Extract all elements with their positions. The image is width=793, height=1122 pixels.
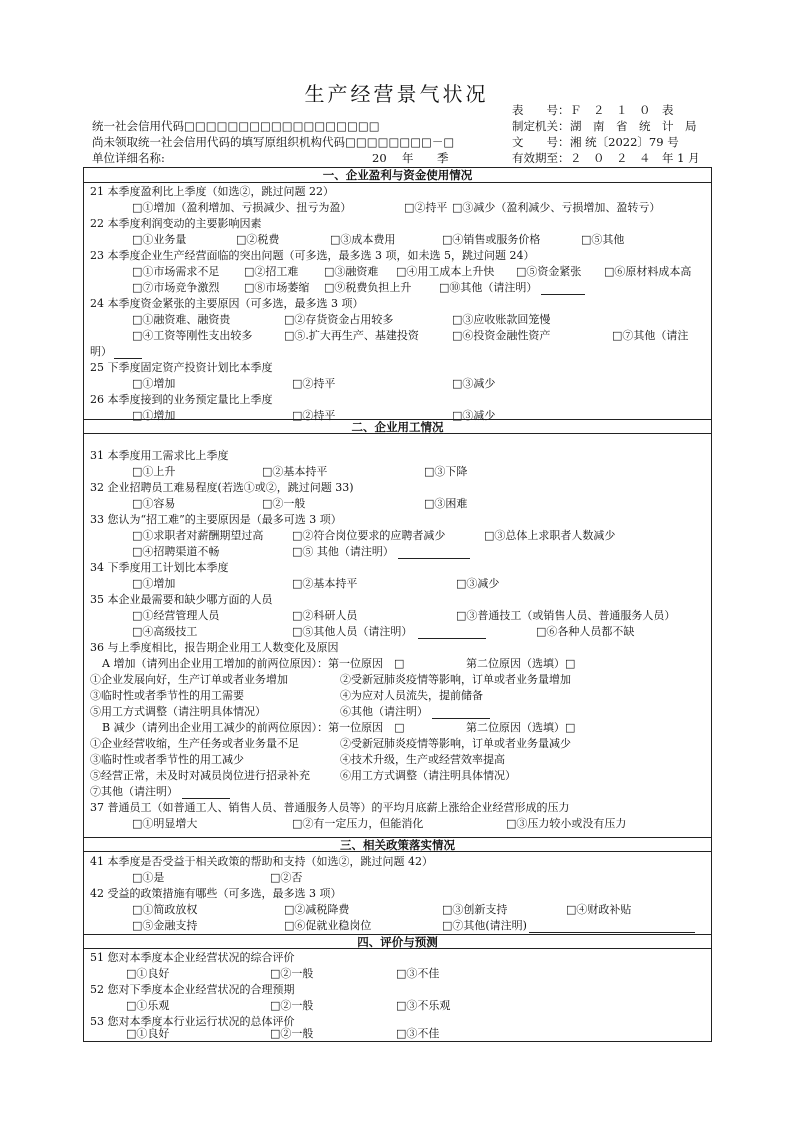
q42-option-7-label: □⑦其他(请注明) (442, 919, 527, 932)
q36-a-reason-2: ②受新冠肺炎疫情等影响，订单或者业务量增加 (340, 673, 571, 686)
q23-option-10-label: □⑩其他（请注明） (439, 281, 538, 294)
q21-text: 21 本季度盈利比上季度（如选②，跳过问题 22） (90, 185, 334, 198)
q23-option-8[interactable]: □⑧市场萎缩 (244, 281, 310, 294)
authority-label: 制定机关： (512, 119, 570, 133)
q35-option-3[interactable]: □③普通技工（或销售人员、普通服务人员） (456, 609, 676, 622)
q24-text: 24 本季度资金紧张的主要原因（可多选，最多选 3 项） (90, 297, 364, 310)
q36-a-first-reason[interactable]: A 增加（请列出企业用工增加的前两位原因）：第一位原因 □ (102, 657, 405, 670)
q34-option-1[interactable]: □①增加 (132, 577, 176, 590)
q25-option-3[interactable]: □③减少 (452, 377, 496, 390)
q41-text: 41 本季度是否受益于相关政策的帮助和支持（如选②，跳过问题 42） (90, 855, 433, 868)
q24-option-1[interactable]: □①融资难、融资贵 (132, 313, 231, 326)
section-2-header: 二、企业用工情况 (84, 419, 711, 434)
q42-option-1[interactable]: □①简政放权 (132, 903, 198, 916)
q35-option-6[interactable]: □⑥各种人员都不缺 (536, 625, 635, 638)
form-title: 生产经营景气状况 (304, 82, 489, 106)
q25-option-1[interactable]: □①增加 (132, 377, 176, 390)
q35-option-2[interactable]: □②科研人员 (292, 609, 358, 622)
q41-option-1[interactable]: □①是 (132, 871, 165, 884)
q33-other-input[interactable] (398, 547, 470, 559)
section-1-header: 一、企业盈利与资金使用情况 (84, 168, 711, 183)
q36-b-reason-7-label: ⑦其他（请注明） (90, 785, 178, 798)
valid-until-value: ２ ０ ２ ４ 年 1 月 (570, 151, 700, 165)
q41-option-2[interactable]: □②否 (270, 871, 303, 884)
q36-b-reason-7 (90, 784, 230, 799)
q35-other-input[interactable] (418, 627, 486, 639)
q23-option-4[interactable]: □④用工成本上升快 (396, 265, 495, 278)
q36-b-reason-3: ③临时性或者季节性的用工减少 (90, 753, 244, 766)
q33-text: 33 您认为“招工难”的主要原因是（最多可选 3 项） (90, 513, 342, 526)
unit-name-label: 单位详细名称: (92, 151, 165, 165)
q51-option-3[interactable]: □③不佳 (396, 967, 440, 980)
doc-no-label: 文 号： (512, 135, 570, 149)
q33-option-1[interactable]: □①求职者对薪酬期望过高 (132, 529, 264, 542)
q36-b-other-input[interactable] (182, 787, 230, 799)
q31-option-2[interactable]: □②基本持平 (262, 465, 328, 478)
q36-a-reason-5: ⑤用工方式调整（请注明具体情况） (90, 705, 266, 718)
credit-code-line: 统一社会信用代码□□□□□□□□□□□□□□□□□□ (92, 119, 380, 133)
q23-option-7[interactable]: □⑦市场竞争激烈 (132, 281, 220, 294)
q37-option-2[interactable]: □②有一定压力，但能消化 (292, 817, 424, 830)
authority-value: 湖 南 省 统 计 局 (570, 119, 697, 133)
q24-option-6[interactable]: □⑥投资金融性资产 (452, 329, 551, 342)
q36-a-reason-6 (340, 704, 490, 719)
q42-option-4[interactable]: □④财政补贴 (566, 903, 632, 916)
q53-option-2[interactable]: □②一般 (270, 1027, 314, 1040)
q36-a-reason-6-label: ⑥其他（请注明） (340, 705, 428, 718)
q36-b-reason-6: ⑥用工方式调整（请注明具体情况） (340, 769, 516, 782)
q37-text: 37 普通员工（如普通工人、销售人员、普通服务人员等）的平均月底薪上涨给企业经营形成的压力 (90, 801, 570, 814)
section-3-header: 三、相关政策落实情况 (84, 837, 711, 852)
q36-b-reason-4: ④技术升级，生产或经营效率提高 (340, 753, 505, 766)
q42-other-input[interactable] (529, 921, 695, 933)
q36-b-reason-5: ⑤经营正常，未及时对减员岗位进行招录补充 (90, 769, 310, 782)
period-quarter-label: 季 (437, 151, 449, 165)
q53-option-3[interactable]: □③不佳 (396, 1027, 440, 1040)
q51-option-1[interactable]: □①良好 (126, 967, 170, 980)
period-year-prefix: 20 (372, 151, 387, 165)
q33-option-5[interactable] (292, 544, 470, 559)
q34-option-3[interactable]: □③减少 (456, 577, 500, 590)
q51-text: 51 您对本季度本企业经营状况的综合评价 (90, 951, 295, 964)
q24-option-3[interactable]: □③应收账款回笼慢 (452, 313, 551, 326)
q42-option-3[interactable]: □③创新支持 (442, 903, 508, 916)
q42-text: 42 受益的政策措施有哪些（可多选，最多选 3 项） (90, 887, 342, 900)
q26-option-2[interactable]: □②持平 (292, 409, 336, 422)
q22-text: 22 本季度利润变动的主要影响因素 (90, 217, 262, 230)
q22-option-3[interactable]: □③成本费用 (330, 233, 396, 246)
q31-option-1[interactable]: □①上升 (132, 465, 176, 478)
q33-option-3[interactable]: □③总体上求职者人数减少 (484, 529, 616, 542)
q26-option-1[interactable]: □①增加 (132, 409, 176, 422)
q23-option-9[interactable]: □⑨税费负担上升 (324, 281, 412, 294)
q23-option-6[interactable]: □⑥原材料成本高 (604, 265, 692, 278)
survey-form (83, 167, 712, 1042)
q36-text: 36 与上季度相比，报告期企业用工人数变化及原因 (90, 641, 339, 654)
doc-no-value: 湘 统〔2022〕79 号 (570, 135, 679, 149)
q36-a-reason-1: ①企业发展向好，生产订单或者业务增加 (90, 673, 288, 686)
org-code-line: 尚未领取统一社会信用代码的填写原组织机构代码□□□□□□□□－□ (92, 135, 455, 149)
q36-b-reason-1: ①企业经营收缩，生产任务或者业务量不足 (90, 737, 299, 750)
q52-option-3[interactable]: □③不乐观 (396, 999, 451, 1012)
q22-option-1[interactable]: □①业务量 (132, 233, 187, 246)
q24-option-7[interactable]: □⑦其他（请注 (612, 329, 689, 342)
q24-option-4[interactable]: □④工资等刚性支出较多 (132, 329, 253, 342)
q42-option-7[interactable] (442, 918, 695, 933)
q36-a-second-reason[interactable]: 第二位原因（选填）□ (466, 657, 576, 670)
q42-option-5[interactable]: □⑤金融支持 (132, 919, 198, 932)
q25-text: 25 下季度固定资产投资计划比本季度 (90, 361, 273, 374)
q31-text: 31 本季度用工需求比上季度 (90, 449, 229, 462)
q32-option-3[interactable]: □③困难 (424, 497, 468, 510)
q24-option-2[interactable]: □②存货资金占用较多 (284, 313, 394, 326)
q35-option-1[interactable]: □①经营管理人员 (132, 609, 220, 622)
q35-option-5[interactable] (292, 624, 486, 639)
q23-option-5[interactable]: □⑤资金紧张 (516, 265, 582, 278)
table-no-label: 表 号： (512, 103, 570, 117)
q36-a-reason-4: ④为应对人员流失，提前储备 (340, 689, 483, 702)
q24-option-7-cont-label: 明） (90, 345, 112, 358)
q33-option-5-label: □⑤ 其他（请注明） (292, 545, 394, 558)
q34-text: 34 下季度用工计划比本季度 (90, 561, 229, 574)
q23-option-1[interactable]: □①市场需求不足 (132, 265, 220, 278)
q22-option-4[interactable]: □④销售或服务价格 (442, 233, 541, 246)
q42-option-2[interactable]: □②减税降费 (284, 903, 350, 916)
period-year-label: 年 (402, 151, 414, 165)
q21-option-increase[interactable]: □①增加（盈利增加、亏损减少、扭亏为盈） (132, 201, 352, 214)
q36-b-reason-2: ②受新冠肺炎疫情等影响，订单或者业务量减少 (340, 737, 571, 750)
q36-a-reason-3: ③临时性或者季节性的用工需要 (90, 689, 244, 702)
q34-option-2[interactable]: □②基本持平 (292, 577, 358, 590)
q37-option-1[interactable]: □①明显增大 (132, 817, 198, 830)
q26-option-3[interactable]: □③减少 (452, 409, 496, 422)
valid-until-label: 有效期至： (512, 151, 570, 165)
q36-b-second-reason[interactable]: 第二位原因（选填）□ (466, 721, 576, 734)
q26-text: 26 本季度接到的业务预定量比上季度 (90, 393, 273, 406)
q22-option-2[interactable]: □②税费 (236, 233, 280, 246)
q23-option-3[interactable]: □③融资难 (324, 265, 379, 278)
q24-option-5[interactable]: □⑤.扩大再生产、基建投资 (284, 329, 419, 342)
section-4-header: 四、评价与预测 (84, 934, 711, 949)
q23-text: 23 本季度企业生产经营面临的突出问题（可多选，最多选 3 项，如未选 5，跳过问题 24） (90, 249, 535, 262)
q35-text: 35 本企业最需要和缺少哪方面的人员 (90, 593, 273, 606)
q23-option-10[interactable] (439, 280, 585, 295)
q36-a-other-input[interactable] (432, 707, 490, 719)
q24-option-7-cont (90, 344, 142, 359)
q32-text: 32 企业招聘员工难易程度(若选①或②，跳过问题 33) (90, 481, 354, 494)
q51-option-2[interactable]: □②一般 (270, 967, 314, 980)
q22-option-5[interactable]: □⑤其他 (581, 233, 625, 246)
q23-other-input[interactable] (541, 283, 585, 295)
q25-option-2[interactable]: □②持平 (292, 377, 336, 390)
q53-option-1[interactable]: □①良好 (126, 1027, 170, 1040)
q52-option-1[interactable]: □①乐观 (126, 999, 170, 1012)
q33-option-4[interactable]: □④招聘渠道不畅 (132, 545, 220, 558)
q32-option-2[interactable]: □②一般 (262, 497, 306, 510)
q52-option-2[interactable]: □②一般 (270, 999, 314, 1012)
q36-b-first-reason[interactable]: B 减少（请列出企业用工减少的前两位原因）：第一位原因 □ (102, 721, 405, 734)
q21-option-flat[interactable]: □②持平 (404, 201, 448, 214)
q24-other-input[interactable] (114, 347, 142, 359)
q42-option-6[interactable]: □⑥促就业稳岗位 (284, 919, 372, 932)
q52-text: 52 您对下季度本企业经营状况的合理预期 (90, 983, 295, 996)
q33-option-2[interactable]: □②符合岗位要求的应聘者减少 (292, 529, 446, 542)
q37-option-3[interactable]: □③压力较小或没有压力 (506, 817, 627, 830)
q31-option-3[interactable]: □③下降 (424, 465, 468, 478)
q35-option-5-label: □⑤其他人员（请注明） (292, 625, 413, 638)
q23-option-2[interactable]: □②招工难 (244, 265, 299, 278)
table-no-value: Ｆ ２ １ ０ 表 (570, 103, 674, 117)
q35-option-4[interactable]: □④高级技工 (132, 625, 198, 638)
q21-option-decrease[interactable]: □③减少（盈利减少、亏损增加、盈转亏） (452, 201, 661, 214)
q53-text: 53 您对本季度本行业运行状况的总体评价 (90, 1015, 295, 1028)
q32-option-1[interactable]: □①容易 (132, 497, 176, 510)
